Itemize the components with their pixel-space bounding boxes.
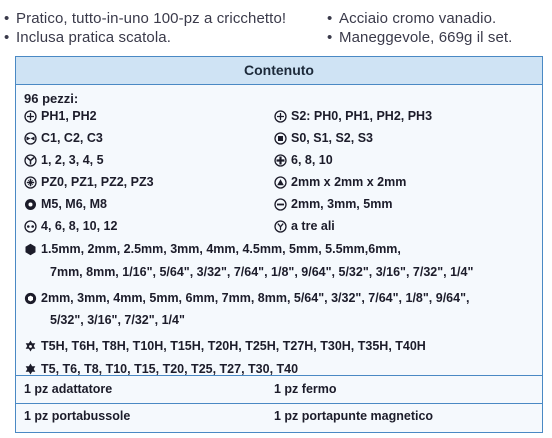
torx-icon: [24, 363, 37, 376]
tri-wing-icon: [24, 154, 37, 167]
accessory-item: 1 pz portabussole: [24, 409, 131, 423]
y-icon: [274, 220, 287, 233]
square-icon: [274, 132, 287, 145]
torx-tamper-icon: [24, 340, 37, 353]
feature-item: • Inclusa pratica scatola.: [4, 29, 171, 46]
triangle-icon: [274, 176, 287, 189]
accessory-item: 1 pz fermo: [274, 382, 337, 396]
list-item: 6, 8, 10: [274, 151, 333, 169]
spanner-icon: [24, 220, 37, 233]
divider: [16, 403, 542, 404]
piece-count: 96 pezzi:: [24, 91, 79, 106]
list-item-hex-cont: 7mm, 8mm, 1/16", 5/64", 3/32", 7/64", 1/8", 9/64", 5/32", 3/16", 7/32", 1/4": [50, 265, 474, 279]
contents-table: [15, 56, 543, 433]
list-item: PZ0, PZ1, PZ2, PZ3: [24, 173, 154, 191]
list-item: M5, M6, M8: [24, 195, 107, 213]
feature-item: • Pratico, tutto-in-uno 100-pz a cricchetto!: [4, 10, 287, 27]
list-item-socket: 2mm, 3mm, 4mm, 5mm, 6mm, 7mm, 8mm, 5/64", 3/32", 7/64", 1/8", 9/64",: [24, 289, 536, 307]
list-item: 1, 2, 3, 4, 5: [24, 151, 104, 169]
slotted-icon: [24, 132, 37, 145]
divider: [16, 375, 542, 376]
hex-socket-icon: [24, 292, 37, 305]
feature-item: • Maneggevole, 669g il set.: [327, 29, 513, 46]
list-item-torx-h: T5H, T6H, T8H, T10H, T15H, T20H, T25H, T27H, T30H, T35H, T40H: [24, 337, 536, 355]
phillips-icon: [24, 110, 37, 123]
accessory-item: 1 pz adattatore: [24, 382, 113, 396]
list-item: 2mm x 2mm x 2mm: [274, 173, 406, 191]
list-item-hex: 1.5mm, 2mm, 2.5mm, 3mm, 4mm, 4.5mm, 5mm, 5.5mm,6mm,: [24, 240, 536, 258]
list-item: C1, C2, C3: [24, 129, 103, 147]
list-item: 2mm, 3mm, 5mm: [274, 195, 392, 213]
list-item: S0, S1, S2, S3: [274, 129, 373, 147]
phillips-icon: [274, 110, 287, 123]
list-item: 4, 6, 8, 10, 12: [24, 217, 117, 235]
feature-item: • Acciaio cromo vanadio.: [327, 10, 497, 27]
minus-icon: [274, 198, 287, 211]
list-item: PH1, PH2: [24, 107, 97, 125]
hex-icon: [24, 243, 37, 256]
list-item: S2: PH0, PH1, PH2, PH3: [274, 107, 432, 125]
list-item: a tre ali: [274, 217, 335, 235]
torq-icon: [274, 154, 287, 167]
accessory-item: 1 pz portapunte magnetico: [274, 409, 434, 423]
pozidriv-icon: [24, 176, 37, 189]
contents-title: Contenuto: [16, 57, 542, 85]
circle-solid-icon: [24, 198, 37, 211]
list-item-socket-cont: 5/32", 3/16", 7/32", 1/4": [50, 313, 185, 327]
list-item-torx: T5, T6, T8, T10, T15, T20, T25, T27, T30, T40: [24, 360, 536, 378]
